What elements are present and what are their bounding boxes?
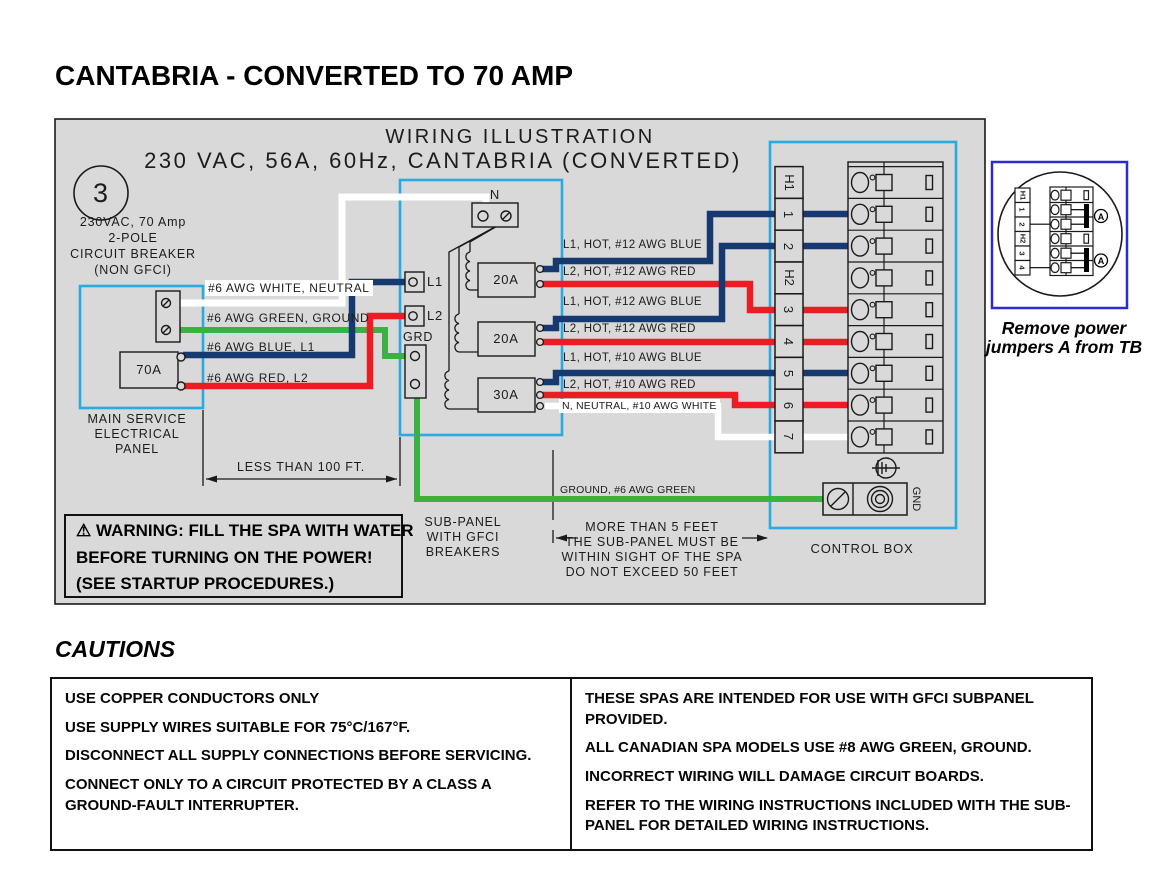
breaker-note-line3: CIRCUIT BREAKER: [70, 247, 196, 261]
main-panel-label-line2: ELECTRICAL: [94, 427, 180, 441]
branch-wire-label-5: L1, HOT, #10 AWG BLUE: [563, 352, 702, 364]
cautions-title: CAUTIONS: [55, 636, 176, 662]
neutral-terminal-block: [472, 203, 518, 227]
warning-line1: ⚠ WARNING: FILL THE SPA WITH WATER: [76, 521, 414, 540]
breaker-rating-3: 30A: [493, 387, 519, 402]
breaker-note-line2: 2-POLE: [108, 231, 158, 245]
warning-line2: BEFORE TURNING ON THE POWER!: [76, 548, 373, 567]
inset-terminal-h2: H2: [1018, 233, 1027, 244]
cautions-right-column: [572, 679, 1091, 849]
cautions-left-column: [52, 679, 572, 849]
l1-terminal-label: L1: [427, 274, 444, 289]
page-title: CANTABRIA - CONVERTED TO 70 AMP: [55, 60, 574, 91]
sub-panel-label-line1: SUB-PANEL: [424, 515, 502, 529]
diagram-heading-line2: 230 VAC, 56A, 60Hz, CANTABRIA (CONVERTED): [144, 148, 742, 173]
feed-wire-label-l2: #6 AWG RED, L2: [207, 371, 309, 385]
proximity-note-line4: DO NOT EXCEED 50 FEET: [565, 565, 739, 579]
inset-terminal-h1: H1: [1018, 190, 1027, 201]
jumper-a-label-2: A: [1097, 256, 1105, 266]
ground-wire-label: GROUND, #6 AWG GREEN: [560, 484, 696, 496]
branch-wire-label-4: L2, HOT, #12 AWG RED: [563, 323, 696, 335]
inset-terminal-4: 4: [1017, 265, 1027, 270]
diagram-heading-line1: WIRING ILLUSTRATION: [385, 126, 655, 148]
main-panel-label-line1: MAIN SERVICE: [87, 412, 187, 426]
inset-terminal-1: 1: [1017, 207, 1027, 212]
breaker-rating-1: 20A: [493, 272, 519, 287]
power-jumper-1: [1084, 204, 1089, 228]
jumper-a-label-1: A: [1097, 211, 1105, 222]
breaker-note-line4: (NON GFCI): [94, 263, 172, 277]
proximity-note-line1: MORE THAN 5 FEET: [585, 520, 719, 534]
feed-wire-label-ground: #6 AWG GREEN, GROUND: [207, 311, 370, 325]
main-panel-label-line3: PANEL: [114, 442, 160, 456]
power-jumper-2: [1084, 248, 1089, 272]
distance-note: LESS THAN 100 FT.: [237, 460, 365, 474]
sub-panel-label-line2: WITH GFCI: [426, 530, 500, 544]
grd-terminal-label: GRD: [403, 330, 434, 344]
feed-wire-label-l1: #6 AWG BLUE, L1: [207, 340, 315, 354]
callout-number: 3: [92, 178, 110, 208]
gnd-terminal-label: GND: [910, 486, 923, 512]
terminal-label-h2: H2: [781, 269, 797, 287]
cautions-table: [50, 677, 1093, 851]
main-panel-terminal-block: [156, 291, 180, 342]
control-box-label: CONTROL BOX: [810, 541, 914, 556]
terminal-label-2: 2: [781, 242, 797, 250]
breaker-note-line1: 230VAC, 70 Amp: [79, 215, 187, 229]
l2-terminal-label: L2: [427, 308, 444, 323]
branch-wire-label-3: L1, HOT, #12 AWG BLUE: [563, 296, 702, 308]
terminal-label-h1: H1: [781, 174, 797, 191]
caution-item: REFER TO THE WIRING INSTRUCTIONS INCLUDED WITH THE SUB-PANEL FOR DETAILED WIRING INSTRUCTIONS.: [585, 796, 1071, 835]
sub-panel-label-line3: BREAKERS: [425, 545, 501, 559]
main-breaker-rating: 70A: [136, 362, 162, 377]
terminal-label-1: 1: [781, 210, 797, 218]
caution-item: USE SUPPLY WIRES SUITABLE FOR 75°C/167°F.: [65, 718, 411, 736]
caution-item: USE COPPER CONDUCTORS ONLY: [65, 690, 320, 707]
caution-item: CONNECT ONLY TO A CIRCUIT PROTECTED BY A CLASS A GROUND-FAULT INTERRUPTER.: [65, 776, 492, 814]
caution-item: THESE SPAS ARE INTENDED FOR USE WITH GFCI SUBPANEL PROVIDED.: [585, 690, 1034, 728]
caution-item: INCORRECT WIRING WILL DAMAGE CIRCUIT BOARDS.: [585, 768, 984, 786]
feed-wire-label-neutral: #6 AWG WHITE, NEUTRAL: [205, 280, 373, 296]
branch-wire-label-2: L2, HOT, #12 AWG RED: [563, 266, 696, 278]
inset-caption-line1: Remove power: [1001, 318, 1127, 338]
terminal-label-7: 7: [781, 433, 797, 441]
caution-item: DISCONNECT ALL SUPPLY CONNECTIONS BEFORE SERVICING.: [65, 747, 532, 765]
breaker-rating-2: 20A: [493, 331, 519, 346]
terminal-strip: [848, 162, 943, 453]
neutral-terminal-label: N: [489, 187, 501, 202]
inset-terminal-2: 2: [1017, 222, 1027, 227]
terminal-label-5: 5: [781, 369, 797, 377]
branch-wire-label-1: L1, HOT, #12 AWG BLUE: [563, 239, 702, 251]
branch-wire-label-neutral: N, NEUTRAL, #10 AWG WHITE: [559, 399, 720, 413]
terminal-label-4: 4: [781, 337, 797, 346]
terminal-label-3: 3: [781, 306, 797, 314]
terminal-label-6: 6: [781, 401, 797, 409]
inset-caption-line2: jumpers A from TB: [985, 337, 1143, 357]
inset-terminal-3: 3: [1017, 251, 1027, 256]
inset-detail: [992, 162, 1127, 308]
branch-wire-label-6: L2, HOT, #10 AWG RED: [563, 379, 696, 391]
proximity-note-line2: THE SUB-PANEL MUST BE: [565, 535, 739, 549]
proximity-note-line3: WITHIN SIGHT OF THE SPA: [561, 550, 743, 564]
gnd-terminal-block: [823, 483, 907, 515]
caution-item: ALL CANADIAN SPA MODELS USE #8 AWG GREEN, GROUND.: [585, 739, 1032, 757]
warning-line3: (SEE STARTUP PROCEDURES.): [76, 574, 335, 593]
